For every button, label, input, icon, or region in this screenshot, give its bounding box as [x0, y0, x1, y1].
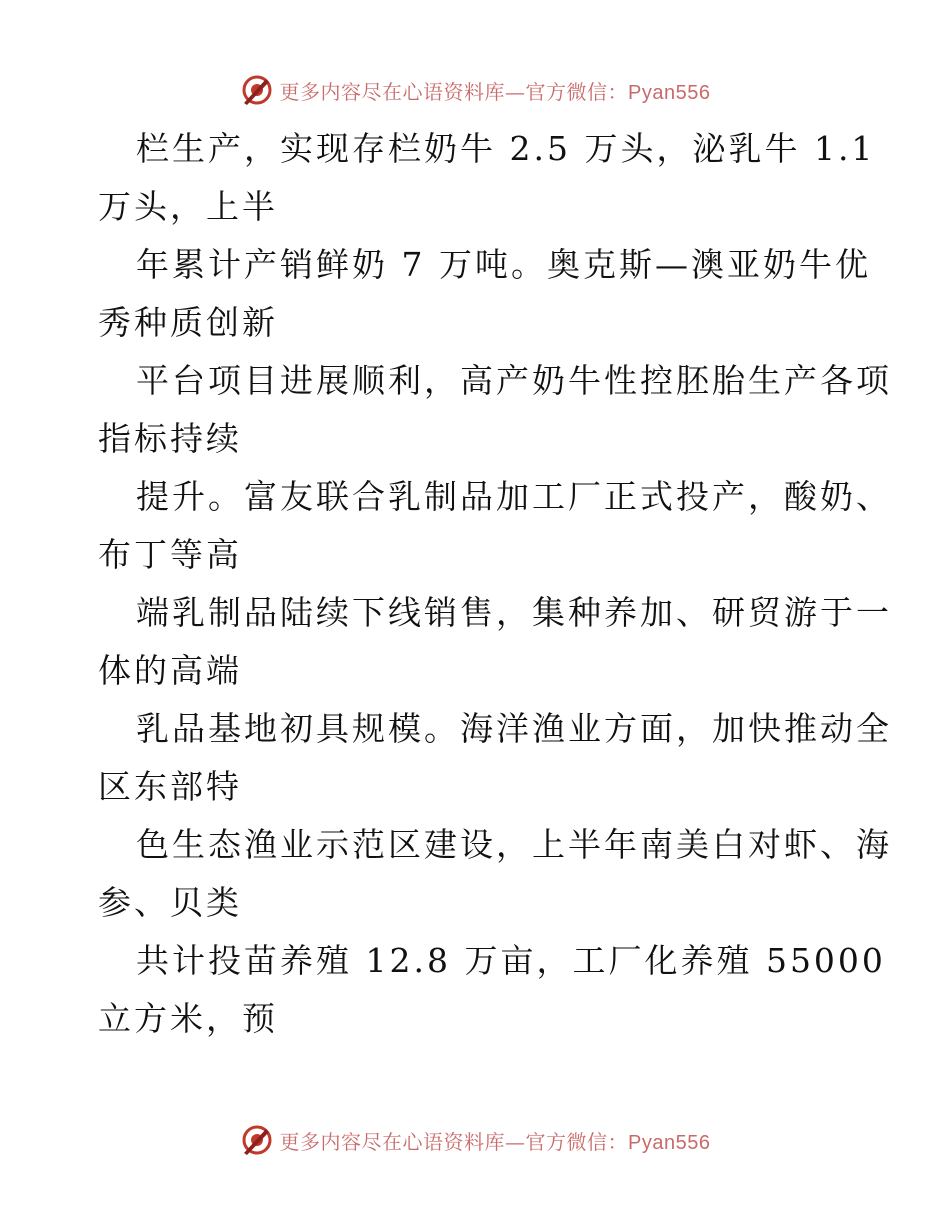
watermark-text: 更多内容尽在心语资料库—官方微信：Pyan556 — [279, 79, 711, 104]
text-line: 乳品基地初具规模。海洋渔业方面，加快推动全 — [136, 709, 892, 748]
header-watermark — [0, 70, 950, 110]
text-line: 立方米，预 — [98, 999, 278, 1038]
text-line: 平台项目进展顺利，高产奶牛性控胚胎生产各项 — [136, 361, 892, 400]
text-line: 体的高端 — [98, 651, 242, 690]
text-line: 端乳制品陆续下线销售，集种养加、研贸游于一 — [136, 593, 892, 632]
text-line: 色生态渔业示范区建设，上半年南美白对虾、海 — [136, 825, 892, 864]
document-body — [98, 120, 892, 1048]
watermark-text: 更多内容尽在心语资料库—官方微信：Pyan556 — [279, 1129, 711, 1154]
text-line: 参、贝类 — [98, 883, 242, 922]
text-line: 秀种质创新 — [98, 303, 278, 342]
text-line: 共计投苗养殖 12.8 万亩，工厂化养殖 55000 — [136, 941, 886, 980]
pen-logo-icon — [240, 73, 274, 107]
text-line: 年累计产销鲜奶 7 万吨。奥克斯—澳亚奶牛优 — [136, 245, 871, 284]
footer-watermark — [0, 1120, 950, 1160]
text-line: 区东部特 — [98, 767, 242, 806]
pen-logo-icon — [240, 1123, 274, 1157]
text-line: 栏生产，实现存栏奶牛 2.5 万头，泌乳牛 1.1 — [136, 129, 876, 168]
text-line: 布丁等高 — [98, 535, 242, 574]
text-line: 指标持续 — [98, 419, 242, 458]
text-line: 万头，上半 — [98, 187, 278, 226]
text-line: 提升。富友联合乳制品加工厂正式投产，酸奶、 — [136, 477, 892, 516]
